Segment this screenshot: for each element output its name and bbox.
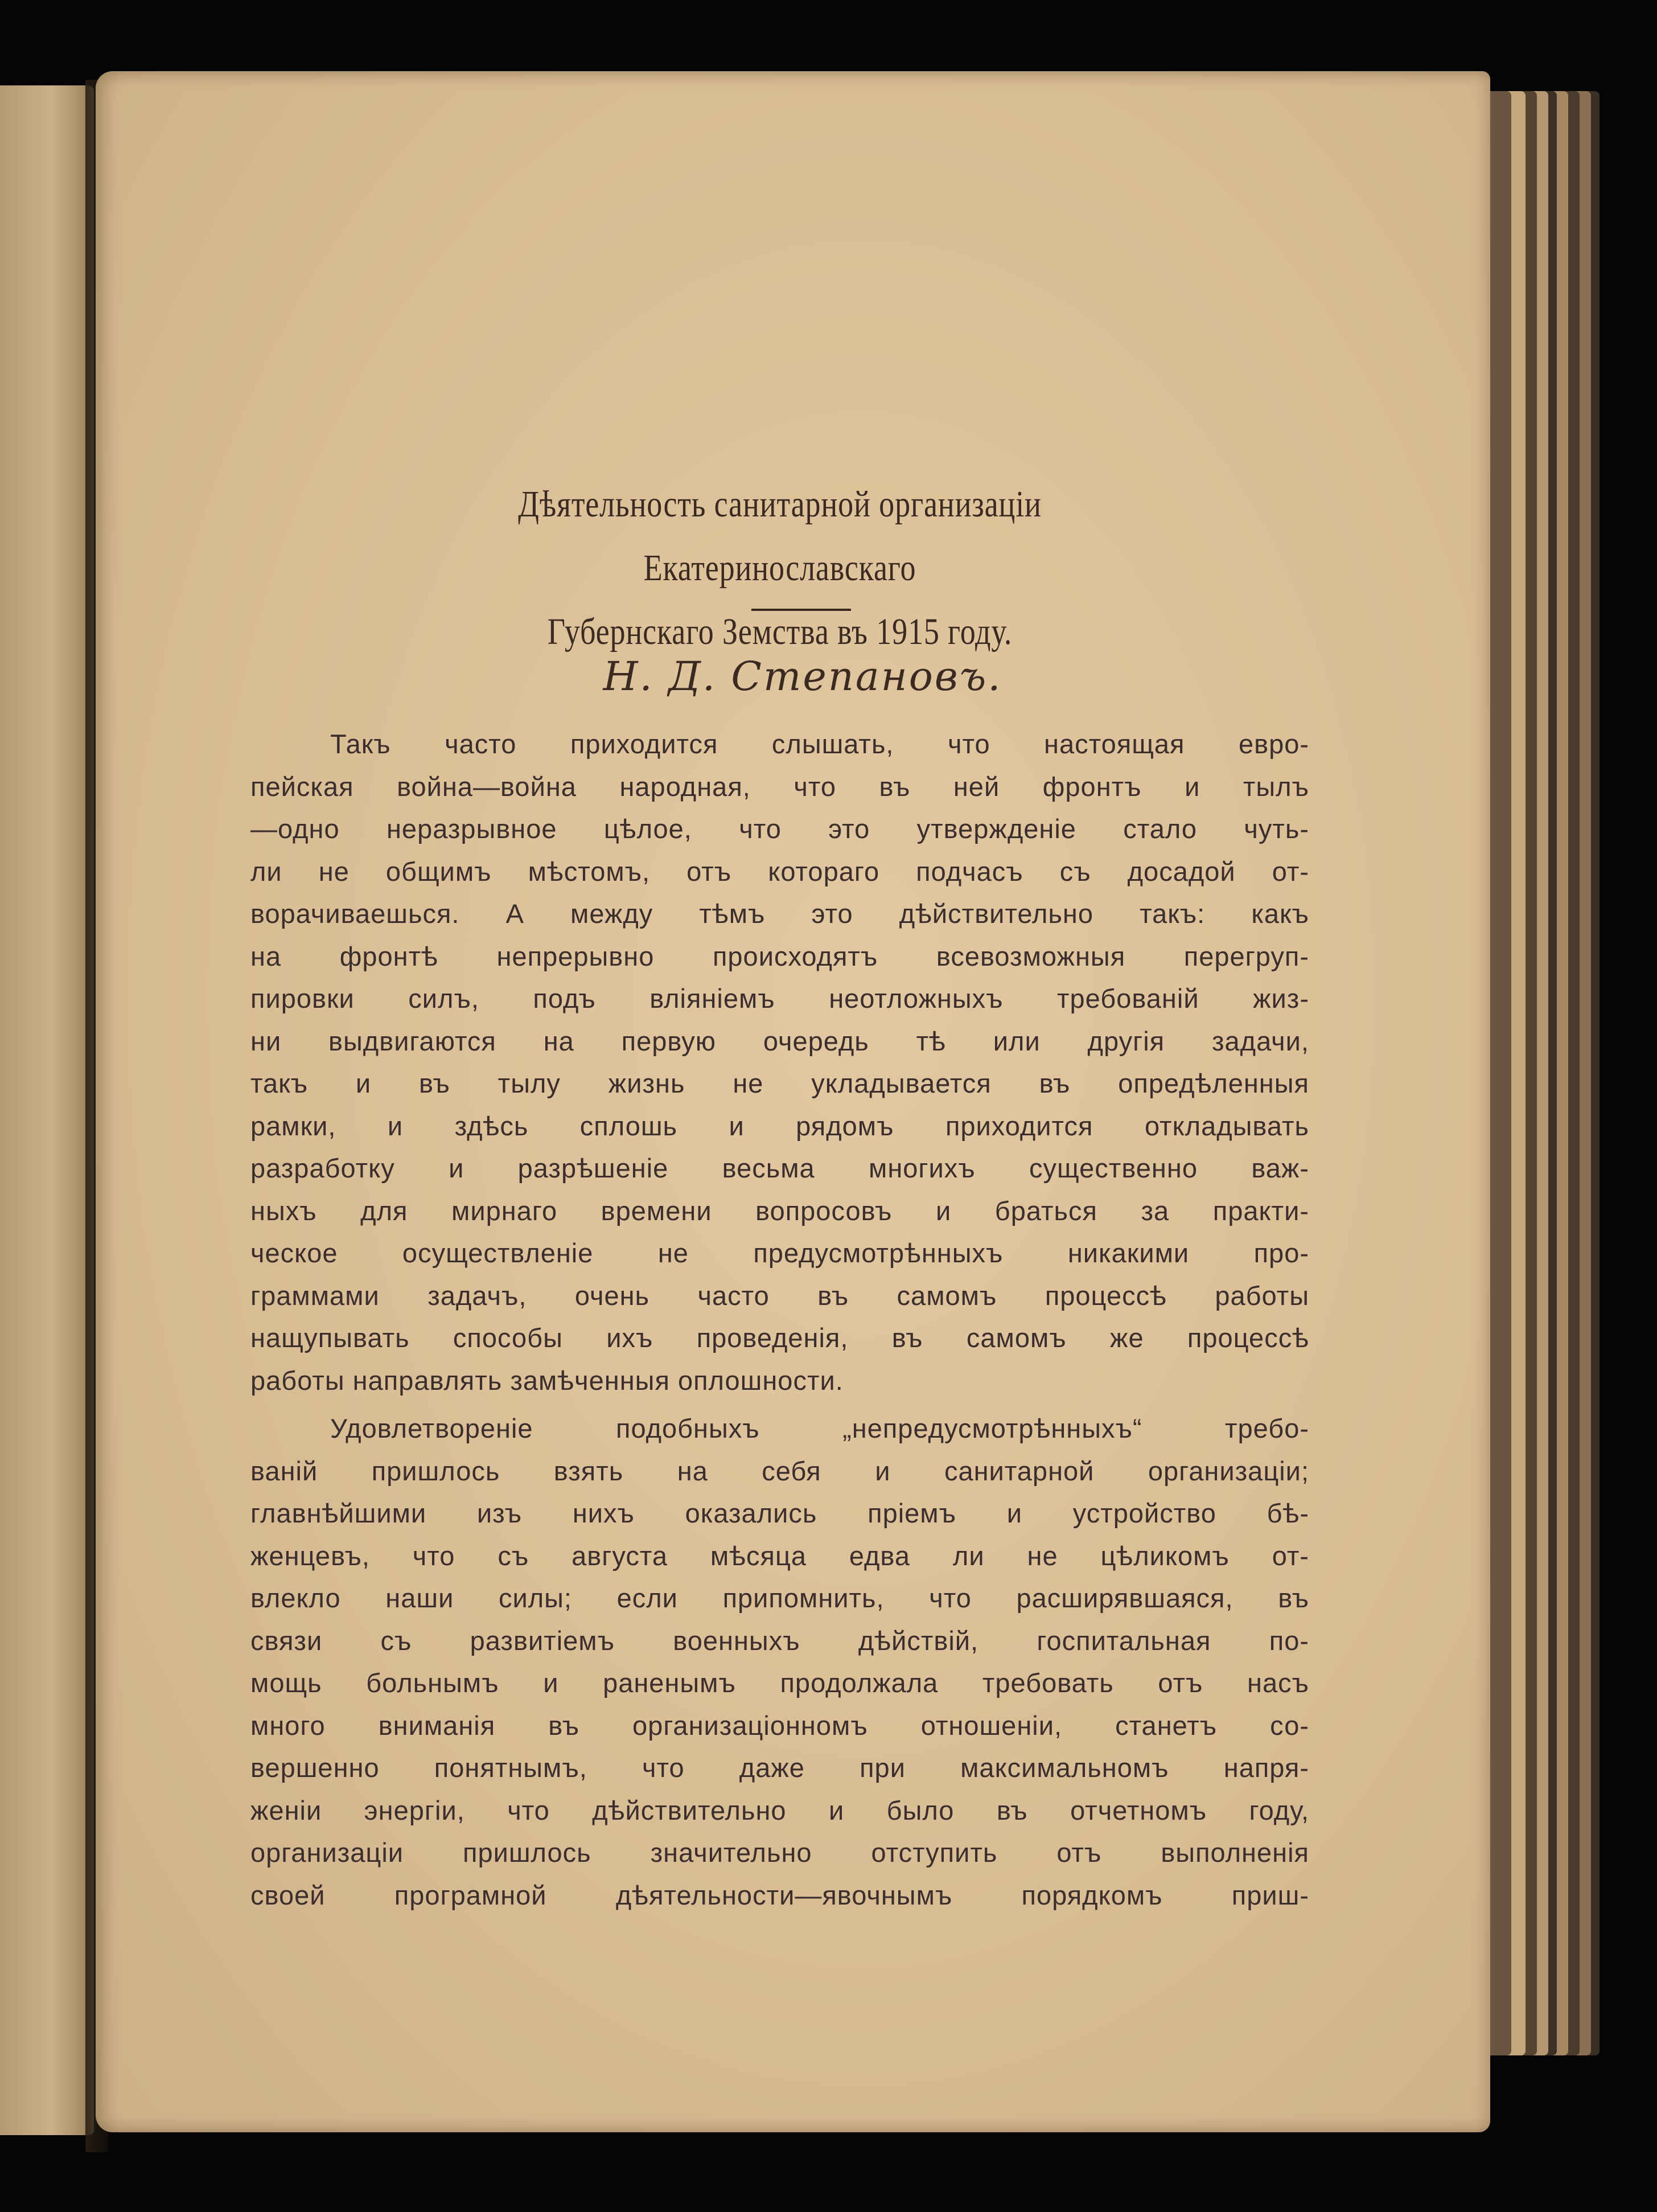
text-line: много вниманiя въ организацiонномъ отношенiи, станетъ со- <box>250 1710 1309 1741</box>
text-line: мощь больнымъ и раненымъ продолжала требовать отъ насъ <box>250 1668 1309 1698</box>
title-line-1: Дѣятельность санитарной организацiи Екатеринославскаго <box>518 483 1042 589</box>
text-line: такъ и въ тылу жизнь не укладывается въ опредѣленныя <box>250 1068 1309 1098</box>
article-title <box>383 473 1177 664</box>
text-line: ли не общимъ мѣстомъ, отъ котораго подчасъ съ досадой от- <box>250 856 1309 887</box>
author-name: Н. Д. Степановъ. <box>603 653 1002 700</box>
text-line: ныхъ для мирнаго времени вопросовъ и браться за практи- <box>250 1195 1309 1226</box>
text-line: нащупывать способы ихъ проведенiя, въ самомъ же процессѣ <box>250 1323 1309 1353</box>
text-line: ческое осуществленiе не предусмотрѣнныхъ никакими про- <box>250 1238 1309 1268</box>
text-line: граммами задачъ, очень часто въ самомъ процессѣ работы <box>250 1280 1309 1311</box>
text-line: влекло наши силы; если припомнить, что расширявшаяся, въ <box>250 1583 1309 1613</box>
text-line: своей програмной дѣятельности—явочнымъ порядкомъ приш- <box>250 1879 1309 1910</box>
text-line: Такъ часто приходится слышать, что настоящая евро- <box>330 729 1309 759</box>
text-line: разработку и разрѣшенiе весьма многихъ существенно важ- <box>250 1153 1309 1183</box>
text-line: ни выдвигаются на первую очередь тѣ или другiя задачи, <box>250 1025 1309 1056</box>
text-line: организацiи пришлось значительно отступить отъ выполненiя <box>250 1837 1309 1868</box>
text-line: ворачиваешься. А между тѣмъ это дѣйствительно такъ: какъ <box>250 898 1309 929</box>
text-line: рамки, и здѣсь сплошь и рядомъ приходится откладывать <box>250 1110 1309 1141</box>
text-line: связи съ развитiемъ военныхъ дѣйствiй, госпитальная по- <box>250 1625 1309 1656</box>
text-line: главнѣйшими изъ нихъ оказались прiемъ и устройство бѣ- <box>250 1498 1309 1528</box>
text-line: работы направлять замѣченныя оплошности. <box>250 1365 844 1396</box>
text-line: —одно неразрывное цѣлое, что это утвержденiе стало чуть- <box>250 814 1309 844</box>
text-line: Удовлетворенiе подобныхъ „непредусмотрѣнныхъ“ требо- <box>330 1413 1309 1443</box>
text-line: женiи энергiи, что дѣйствительно и было въ отчетномъ году, <box>250 1795 1309 1825</box>
text-line: вершенно понятнымъ, что даже при максимальномъ напря- <box>250 1753 1309 1783</box>
title-divider <box>751 609 851 611</box>
paragraph-2 <box>250 1407 1309 1916</box>
text-line: ванiй пришлось взять на себя и санитарной организацiи; <box>250 1455 1309 1486</box>
title-line-2: Губернскаго Земства въ 1915 году. <box>547 611 1013 652</box>
text-line: на фронтѣ непрерывно происходятъ всевозможныя перегруп- <box>250 941 1309 971</box>
article-body <box>250 723 1309 1916</box>
text-line: женцевъ, что съ августа мѣсяца едва ли не цѣликомъ от- <box>250 1540 1309 1571</box>
text-line: пейская война—война народная, что въ ней фронтъ и тылъ <box>250 771 1309 802</box>
paragraph-gap <box>250 1402 1309 1407</box>
left-page-edge <box>0 85 94 2135</box>
paragraph-1 <box>250 723 1309 1402</box>
text-line: пировки силъ, подъ влiянiемъ неотложныхъ требованiй жиз- <box>250 983 1309 1013</box>
